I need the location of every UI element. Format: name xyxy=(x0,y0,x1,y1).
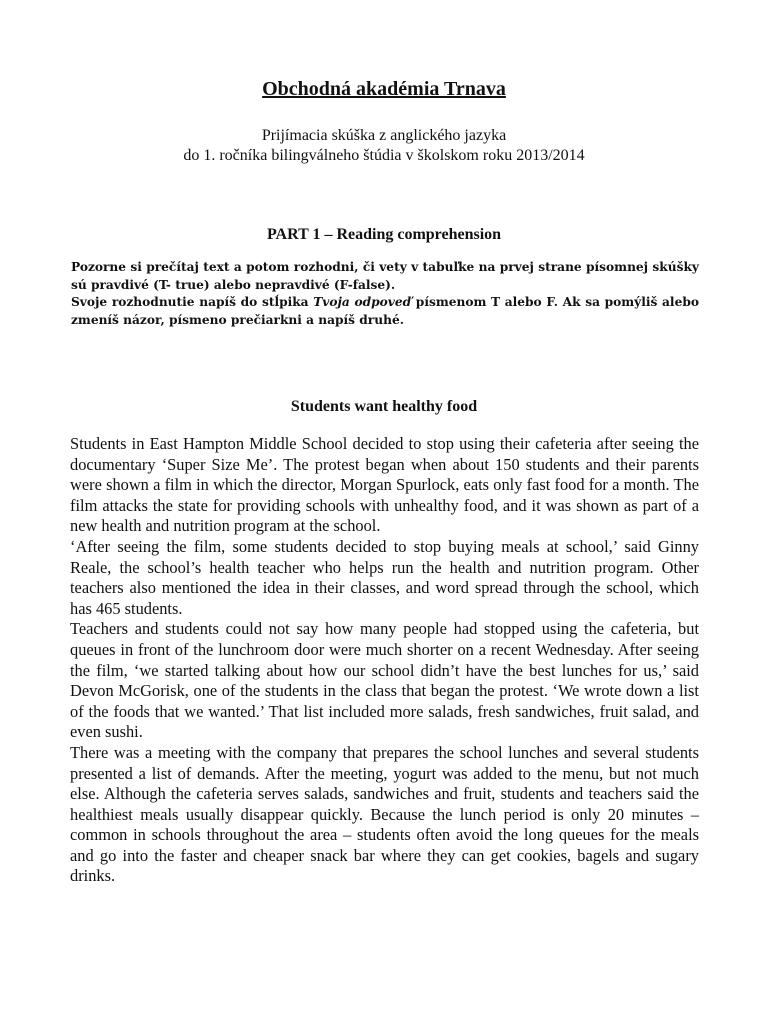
article-paragraph-4: There was a meeting with the company that prepares the school lunches and several students presented a list of demands. After the meeting, yogurt was added to the menu, but not much else. Although the cafeteria serves salads, sandwiches and fruit, students and teachers said the healthiest meals usually disappear quickly. Because the lunch period is only 20 minutes – common in schools throughout the area – students often avoid the long queues for the meals and go into the faster and cheaper snack bar where they can get cookies, bagels and sugary drinks. xyxy=(70,742,699,886)
instructions-paragraph-1: Pozorne si prečítaj text a potom rozhodni, či vety v tabuľke na prvej strane písomnej skúšky sú pravdivé (T- true) alebo nepravdivé (F-false). xyxy=(71,260,699,292)
article-paragraph-1: Students in East Hampton Middle School decided to stop using their cafeteria after seeing the documentary ‘Super Size Me’. The protest began when about 150 students and their parents were shown a film in which the director, Morgan Spurlock, eats only fast food for a month. The film attacks the state for providing schools with unhealthy food, and it was shown as part of a new health and nutrition program at the school. xyxy=(70,434,699,536)
exam-subtitle xyxy=(0,126,768,166)
article-title: Students want healthy food xyxy=(290,398,478,415)
instructions-answer-column-name: Tvoja odpoveď xyxy=(313,295,412,309)
exam-subtitle-line-1: Prijímacia skúška z anglického jazyka xyxy=(261,127,507,144)
school-title: Obchodná akadémia Trnava xyxy=(262,78,506,100)
instructions-text-after: písmenom T alebo F. Ak sa pomýliš alebo zmeníš názor, písmeno prečiarkni a napíš druhé. xyxy=(71,295,699,327)
instructions-text-before: Svoje rozhodnutie napíš do stĺpika xyxy=(71,295,314,309)
article-paragraph-2: ‘After seeing the film, some students decided to stop buying meals at school,’ said Ginny Reale, the school’s health teacher who helps run the health and nutrition program. Other teachers also mentioned the idea in their classes, and word spread through the school, which has 465 students. xyxy=(70,536,699,618)
article-body xyxy=(70,434,699,887)
instructions-paragraph-2 xyxy=(71,294,699,329)
part-heading: PART 1 – Reading comprehension xyxy=(266,226,502,243)
article-paragraph-3: Teachers and students could not say how many people had stopped using the cafeteria, but queues in front of the lunchroom door were much shorter on a recent Wednesday. After seeing the film, ‘we started talking about how our school didn’t have the best lunches for us,’ said Devon McGorisk, one of the students in the class that began the protest. ‘We wrote down a list of the foods that we wanted.’ That list included more salads, fresh sandwiches, fruit salad, and even sushi. xyxy=(70,619,699,742)
exam-subtitle-line-2: do 1. ročníka bilingválneho štúdia v školskom roku 2013/2014 xyxy=(183,147,585,164)
instructions xyxy=(71,259,699,329)
